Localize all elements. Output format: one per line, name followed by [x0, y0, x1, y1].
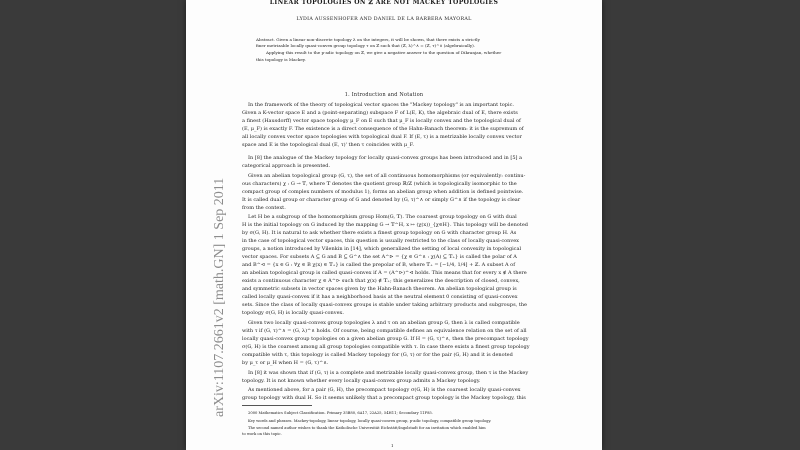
body-line: sets. Since the class of locally quasi-convex groups is stable under taking arbitrary products and subgroups, the — [242, 302, 528, 308]
footnote-line: The second named author wishes to thank the Katholische Universität Eichstätt/Ingolstadt for an invitation which enabled him — [248, 426, 486, 430]
abstract-line: Abstract. Given a linear non-discrete topology λ on the integers, it will be shown, that there exists a strictly — [256, 37, 480, 42]
body-line: an abelian topological group is called quasi-convex if A = (A^⊳)^⊲ holds. This means that for every x ∉ A there — [242, 270, 527, 276]
body-line: by σ(G, H). It is natural to ask whether there exists a finest group topology on G with character group H. As — [242, 230, 517, 236]
body-line: compact group of complex numbers of modulus 1), forms an abelian group when addition is defined pointwise. — [242, 189, 524, 195]
body-line: topology. It is not known whether every locally quasi-convex group admits a Mackey topology. — [242, 378, 481, 384]
body-line: Let H be a subgroup of the homomorphism group Hom(G, 𝕋). The coarsest group topology on G with dual — [248, 214, 517, 220]
abstract-line: this topology is Mackey. — [256, 57, 306, 62]
body-line: vector spaces. For subsets A ⊆ G and B ⊆ G^∧ the set A^⊳ = {χ ∈ G^∧ : χ(A) ⊆ 𝕋₊} is called the polar of A — [242, 254, 517, 260]
footnote-line: Key words and phrases. Mackey-topology, linear topology, locally quasi-convex group, p-adic topology, compatible group topology. — [248, 419, 492, 423]
body-line: categorical approach is presented. — [242, 163, 331, 169]
body-line: in the case of topological vector spaces, this question is usually restricted to the class of locally quasi-convex — [242, 238, 519, 244]
body-line: σ(G, H) is the coarsest among all group topologies compatible with τ. In case there exists a finest group topology — [242, 344, 530, 350]
body-line: ous characters) χ : G → 𝕋, where 𝕋 denotes the quotient group ℝ/ℤ (which is topologically isomorphic to the — [242, 181, 517, 187]
page-number: 1 — [391, 443, 394, 448]
body-line: group topology with dual H. So it seems unlikely that a precompact group topology is the Mackey topology, this — [242, 395, 526, 401]
footnote-line: to work on this topic. — [242, 432, 282, 436]
body-line: It is called dual group or character group of G and denoted by (G, τ)^∧ or simply G^∧ if the topology is clear — [242, 197, 521, 203]
body-line: by μ_τ or μ_H when H = (G, τ)^∧. — [242, 360, 329, 366]
body-line: compatible with τ, this topology is called Mackey topology for (G, τ) or for the pair (G, H) and it is denoted — [242, 352, 513, 358]
paper-title: LINEAR TOPOLOGIES ON ℤ ARE NOT MACKEY TOPOLOGIES — [269, 0, 499, 6]
footnote-line: 2000 Mathematics Subject Classification. Primary 35B80, 6A17, 22A25, 54H11; Secondary 11F85. — [248, 411, 433, 415]
body-line: As mentioned above, for a pair (G, H), the precompact topology σ(G, H) is the coarsest locally quasi-convex — [248, 387, 521, 393]
body-line: Given an abelian topological group (G, τ), the set of all continuous homomorphisms (or equivalently: continu- — [248, 173, 526, 179]
footnote-rule — [242, 405, 312, 406]
body-line: and B^⊲ = {x ∈ G : ∀χ ∈ B χ(x) ∈ 𝕋₊} is called the prepolar of B, where 𝕋₊ = [−1/4, 1/4] + ℤ. A subset A of — [242, 262, 516, 268]
body-line: all locally convex vector space topologies with topological dual F. If (E, τ) is a metrizable locally convex vector — [242, 134, 522, 140]
body-line: from the context. — [242, 205, 286, 211]
body-line: (E, μ_F) is exactly F. The existence is a direct consequence of the Hahn-Banach theorem: it is the supremum of — [242, 126, 524, 132]
body-line: space and E is the topological dual (E, τ)' then τ coincides with μ_F. — [242, 142, 414, 148]
body-line: locally quasi-convex group topologies on a given abelian group G. If H = (G, τ)^∧, then the precompact topology — [242, 336, 529, 342]
body-line: H is the initial topology on G induced by the mapping G → 𝕋^H, x ↦ (χ(x))_{χ∈H}. This topology will be denoted — [242, 222, 528, 228]
body-line: In [8] it was shown that if (G, τ) is a complete and metrizable locally quasi-convex group, then τ is the Mackey — [248, 370, 529, 376]
arxiv-stamp — [196, 112, 236, 422]
body-line: In the framework of the theory of topological vector spaces the "Mackey topology" is an important topic. — [248, 102, 514, 108]
body-line: called locally quasi-convex if it has a neighborhood basis at the neutral element 0 consisting of quasi-convex — [242, 294, 518, 300]
body-line: Given a K-vector space E and a (point-separating) subspace F of L(E, K), the algebraic dual of E, there exists — [242, 110, 518, 116]
body-line: a finest (Hausdorff) vector space topology μ_F on E such that μ_F is locally convex and the topological dual of — [242, 118, 521, 124]
body-line: and symmetric subsets in vector spaces given by the Hahn-Banach theorem. An abelian topological group is — [242, 286, 517, 292]
pdf-page — [186, 0, 602, 450]
section-title: 1. Introduction and Notation — [344, 92, 424, 98]
abstract-line: Applying this result to the p-adic topology on ℤ, we give a negative answer to the question of Dikranjan, whether — [266, 50, 502, 55]
abstract-line: finer metrizable locally quasi-convex group topology τ on ℤ such that (ℤ, λ)^∧ = (ℤ, τ)^∧ (algebraically). — [256, 43, 476, 48]
body-line: with τ if (G, τ)^∧ = (G, λ)^∧ holds. Of course, being compatible defines an equivalence relation on the set of all — [242, 328, 527, 334]
body-line: groups, a notion introduced by Vilenkin in [14], which generalized the setting of local convexity in topological — [242, 246, 522, 252]
arxiv-stamp-text: arXiv:1107.2661v2 [math.GN] 1 Sep 2011 — [212, 177, 227, 417]
body-line: topology σ(G, H) is locally quasi-convex. — [242, 310, 344, 316]
body-line: exists a continuous character χ ∈ A^⊳ such that χ(x) ∉ 𝕋₊; this generalizes the description of closed, convex, — [242, 278, 520, 284]
paper-authors: LYDIA AUSSENHOFER AND DANIEL DE LA BARBERA MAYORAL — [296, 16, 472, 22]
body-line: In [8] the analogue of the Mackey topology for locally quasi-convex groups has been introduced and in [5] a — [248, 155, 523, 161]
body-line: Given two locally quasi-convex group topologies λ and τ on an abelian group G, then λ is called compatible — [248, 320, 520, 326]
